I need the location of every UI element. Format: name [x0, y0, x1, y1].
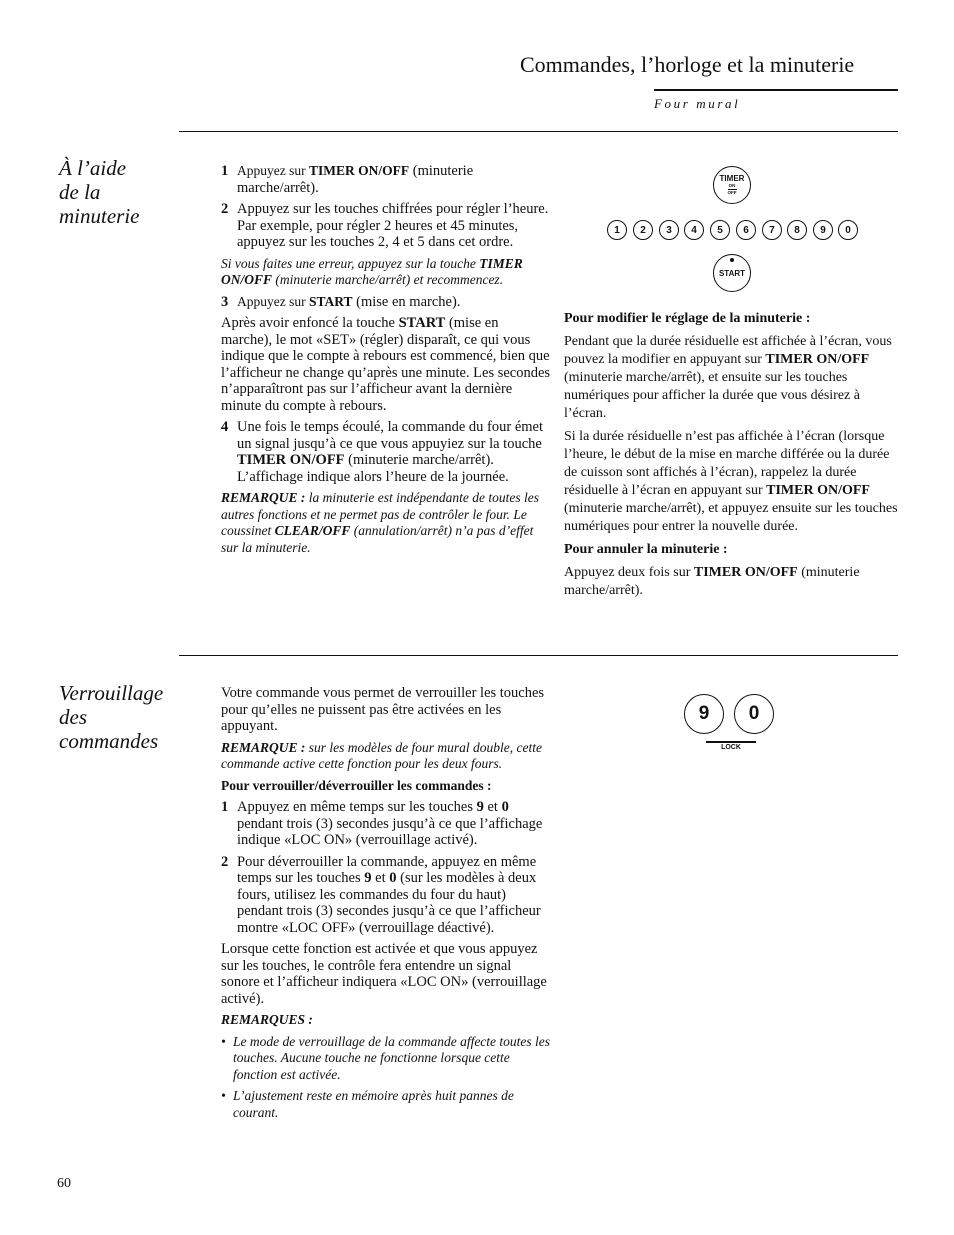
key-sublabel: OFF	[727, 190, 737, 195]
step-text: (minuterie marche/arrêt). L’affichage indique alors l’heure de la journée.	[237, 452, 509, 485]
page-title: Commandes, l’horloge et la minuterie	[520, 52, 855, 77]
step-text: et	[371, 870, 390, 886]
step-text: Pour déverrouiller la commande, appuyez en même temps sur les touches	[237, 853, 537, 886]
timer-remark	[221, 490, 551, 556]
timer-step-2	[221, 201, 551, 251]
key-name: TIMER ON/OFF	[693, 565, 798, 580]
remark-text: sur les modèles de four mural double, cette commande active cette fonction pour les deux fours.	[221, 739, 542, 771]
timer-modify-panel	[564, 310, 898, 605]
digit-key-5: 5	[710, 220, 730, 240]
key-name: TIMER ON/OFF	[221, 255, 523, 287]
lock-step-2	[221, 854, 551, 937]
key-name: TIMER ON/OFF	[308, 163, 410, 178]
paragraph-text: Si la durée résiduelle n’est pas affichée à l’écran (lorsque l’heure, le début de la mise en marche différée ou la durée de cuisson sont affichés à l’écran), rappelez la durée résiduelle à l’écran en appuyant sur	[564, 429, 890, 498]
modify-paragraph-2	[564, 428, 898, 536]
key-name: START	[308, 293, 353, 309]
lock-heading: Pour verrouiller/déverrouiller les commandes :	[221, 777, 492, 793]
title-line: des	[59, 705, 87, 729]
bullet-text: Le mode de verrouillage de la commande affecte toutes les touches. Aucune touche ne fonctionne lorsque cette fonction est activée.	[233, 1033, 551, 1082]
section-title-lock	[59, 681, 163, 753]
digit-key-6: 6	[736, 220, 756, 240]
step-text: (sur les modèles à deux fours, utilisez les commandes du four du haut) pendant trois (3) secondes jusqu’à ce que l’afficheur montre «LOC OFF» (verrouillage déactivé).	[237, 870, 541, 936]
section-divider-middle	[179, 655, 898, 656]
timer-on-off-key	[713, 166, 751, 204]
lock-instructions	[221, 685, 551, 1126]
key-name: TIMER ON/OFF	[766, 483, 870, 498]
step-number: 1	[221, 799, 229, 815]
section-title-timer	[59, 156, 139, 228]
key-name: 9	[476, 799, 484, 815]
step-text: (minuterie marche/arrêt).	[237, 163, 474, 196]
paragraph-text: (minuterie marche/arrêt).	[564, 565, 860, 598]
step-number: 1	[221, 163, 229, 179]
step-number: 3	[221, 293, 229, 310]
key-name: TIMER ON/OFF	[765, 352, 870, 367]
lock-intro: Votre commande vous permet de verrouiller les touches pour qu’elles ne puissent pas être activées en les appuyant.	[221, 685, 545, 734]
timer-step-4	[221, 419, 551, 485]
key-label: START	[718, 268, 746, 278]
key-sublabel: ON	[728, 183, 736, 188]
digit-key-2: 2	[633, 220, 653, 240]
title-line: Verrouillage	[59, 681, 164, 705]
lock-remark	[221, 740, 551, 773]
digit-key-3: 3	[659, 220, 679, 240]
after-start-paragraph	[221, 315, 551, 414]
lock-key-0: 0	[734, 694, 774, 734]
key-name: TIMER ON/OFF	[237, 452, 345, 468]
lock-label: LOCK	[721, 744, 741, 751]
digit-key-8: 8	[787, 220, 807, 240]
page-number: 60	[57, 1176, 71, 1191]
title-line: minuterie	[59, 204, 140, 228]
timer-step-3	[221, 294, 551, 311]
step-number: 2	[221, 201, 229, 217]
key-name: 0	[501, 799, 509, 815]
paragraph-text: Après avoir enfoncé la touche	[221, 315, 399, 331]
digit-key-1: 1	[607, 220, 627, 240]
paragraph-text: Appuyez deux fois sur	[564, 565, 694, 580]
lock-active-paragraph: Lorsque cette fonction est activée et que vous appuyez sur les touches, le contrôle fera entendre un signal sonore et l’afficheur indiquera «LOC ON» (verrouillage activé).	[221, 941, 547, 1007]
bullet-text: L’ajustement reste en mémoire après huit pannes de courant.	[233, 1088, 514, 1120]
paragraph-text: (minuterie marche/arrêt), et appuyez ensuite sur les touches numériques pour entrer la nouvelle durée.	[564, 501, 898, 534]
step-number: 2	[221, 853, 229, 870]
modify-heading: Pour modifier le réglage de la minuterie :	[564, 311, 811, 326]
bullet-icon: •	[221, 1088, 226, 1103]
remarks-label: REMARQUES :	[221, 1012, 313, 1027]
header-rule	[654, 89, 898, 91]
cancel-paragraph	[564, 564, 898, 600]
error-note	[221, 256, 551, 289]
key-name: 9	[364, 870, 372, 886]
step-text: Appuyez sur	[237, 293, 309, 309]
note-text: (minuterie marche/arrêt) et recommencez.	[272, 272, 504, 287]
step-text: Appuyez sur les touches chiffrées pour régler l’heure. Par exemple, pour régler 2 heures et 45 minutes, appuyez sur les touches 2, 4 et 5 dans cet ordre.	[237, 201, 549, 250]
key-label: TIMER	[719, 174, 745, 183]
modify-paragraph-1	[564, 333, 898, 423]
lock-bar	[706, 741, 756, 743]
paragraph-text: Pendant que la durée résiduelle est affichée à l’écran, vous pouvez la modifier en appuyant sur	[564, 334, 892, 367]
step-text: Appuyez sur	[237, 163, 309, 178]
indicator-dot-icon	[730, 258, 734, 262]
paragraph-text: (minuterie marche/arrêt), et ensuite sur les touches numériques pour afficher la durée que vous désirez à l’écran.	[564, 370, 860, 421]
step-text: et	[483, 799, 502, 815]
start-key	[713, 254, 751, 292]
lock-step-1	[221, 799, 551, 849]
step-text: Appuyez en même temps sur les touches	[237, 799, 477, 815]
key-name: 0	[389, 870, 397, 886]
digit-key-4: 4	[684, 220, 704, 240]
bullet-icon: •	[221, 1033, 226, 1049]
digit-key-9: 9	[813, 220, 833, 240]
key-name: START	[398, 315, 446, 331]
cancel-heading: Pour annuler la minuterie :	[564, 542, 728, 557]
remark-bullet	[221, 1034, 551, 1084]
section-divider-top	[179, 131, 898, 132]
remark-text: la minuterie est indépendante de toutes les autres fonctions et ne permet pas de contrôler le four. Le coussinet	[221, 490, 539, 538]
step-text: (mise en marche).	[352, 293, 461, 310]
paragraph-text: (mise en marche), le mot «SET» (régler) disparaît, ce qui vous indique que le compte à rebours est commencé, bien que l’afficheur ne change qu’après une minute. Les secondes n’apparaîtront pas sur l’afficheur avant la dernière minute du compte à rebours.	[221, 315, 551, 414]
digit-key-7: 7	[762, 220, 782, 240]
remark-bullet	[221, 1088, 551, 1121]
title-line: de la	[59, 180, 101, 204]
timer-step-1	[221, 163, 551, 196]
title-line: À l’aide	[59, 156, 127, 180]
title-line: commandes	[59, 729, 159, 753]
step-text: pendant trois (3) secondes jusqu’à ce que l’affichage indique «LOC ON» (verrouillage activé).	[237, 815, 543, 848]
step-text: Une fois le temps écoulé, la commande du four émet un signal jusqu’à ce que vous appuyiez sur la touche	[237, 419, 544, 452]
note-text: Si vous faites une erreur, appuyez sur la touche	[221, 255, 480, 271]
step-number: 4	[221, 419, 229, 435]
digit-key-0: 0	[838, 220, 858, 240]
remark-label: REMARQUE :	[221, 490, 306, 505]
page-subtitle: Four mural	[654, 96, 741, 111]
timer-instructions	[221, 163, 551, 561]
remark-label: REMARQUE :	[221, 739, 306, 755]
remark-text: (annulation/arrêt) n’a pas d’effet sur la minuterie.	[221, 523, 534, 555]
key-name: CLEAR/OFF	[274, 523, 351, 538]
lock-key-9: 9	[684, 694, 724, 734]
